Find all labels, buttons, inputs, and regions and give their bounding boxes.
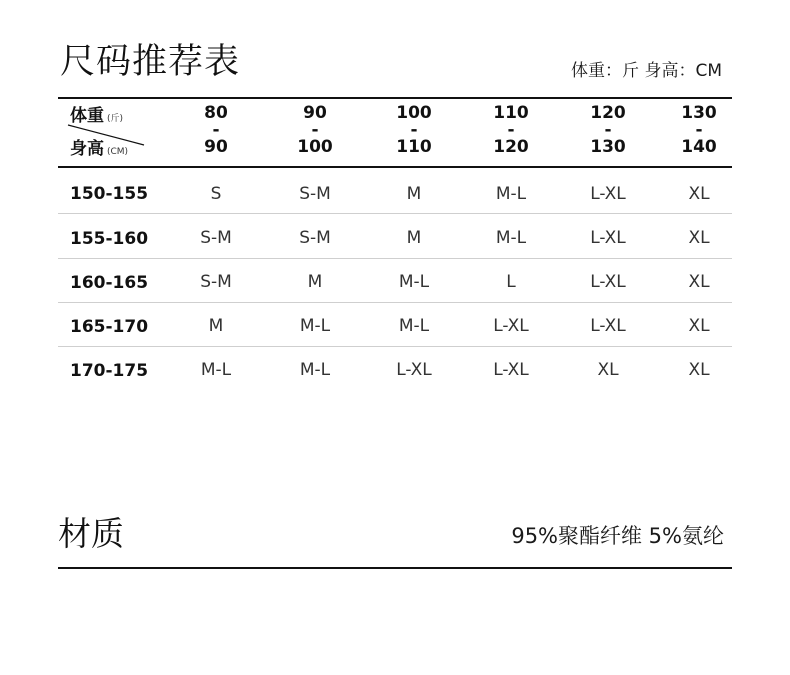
column-dash: - [507,120,515,140]
size-cell: L-XL [493,360,529,380]
column-header-weight-range [384,103,444,157]
units-note: 体重：斤 身高：CM [571,61,722,81]
column-from: 90 [303,103,327,123]
size-cell: S-M [200,272,232,292]
row-height-label: 150-155 [70,184,149,204]
row-height-label: 170-175 [70,361,149,381]
column-to: 120 [493,137,529,157]
column-to: 110 [396,137,432,157]
size-cell: L-XL [396,360,432,380]
height-unit: (CM) [107,147,129,157]
size-cell: M [406,228,422,248]
column-header-weight-range [285,103,345,157]
size-cell: S-M [299,184,331,204]
column-from: 130 [681,103,717,123]
row-divider [58,346,732,347]
size-cell: XL [688,272,710,292]
column-header-weight-range [578,103,638,157]
height-label-text: 身高 [70,139,104,159]
column-dash: - [604,120,612,140]
size-cell: S-M [200,228,232,248]
size-cell: M-L [299,316,331,336]
size-cell: M-L [398,316,430,336]
size-cell: M-L [495,228,527,248]
height-axis-label [70,138,128,163]
size-cell: XL [688,228,710,248]
size-cell: L-XL [590,184,626,204]
column-dash: - [212,120,220,140]
column-to: 90 [204,137,228,157]
row-divider [58,213,732,214]
size-cell: S [210,184,222,204]
table-top-rule [58,97,732,99]
row-height-label: 165-170 [70,317,149,337]
column-to: 130 [590,137,626,157]
size-cell: M [406,184,422,204]
row-divider [58,258,732,259]
row-divider [58,302,732,303]
column-to: 100 [297,137,333,157]
size-cell: M-L [200,360,232,380]
column-header-weight-range [186,103,246,157]
table-header-rule [58,166,732,168]
page-title: 尺码推荐表 [60,42,241,82]
column-dash: - [311,120,319,140]
size-cell: L-XL [590,316,626,336]
table-corner-header [66,101,150,163]
weight-label-text: 体重 [70,106,104,126]
material-composition: 95%聚酯纤维 5%氨纶 [511,524,724,548]
size-cell: XL [688,316,710,336]
weight-unit: (斤) [107,114,124,124]
size-cell: XL [597,360,619,380]
size-cell: XL [688,184,710,204]
material-bottom-rule [58,567,732,569]
size-cell: L-XL [493,316,529,336]
size-cell: L [506,272,516,292]
weight-axis-label [70,105,123,130]
size-cell: XL [688,360,710,380]
size-cell: L-XL [590,272,626,292]
column-dash: - [410,120,418,140]
size-cell: M-L [495,184,527,204]
size-cell: M-L [299,360,331,380]
column-from: 80 [204,103,228,123]
size-cell: L-XL [590,228,626,248]
column-header-weight-range [669,103,729,157]
column-to: 140 [681,137,717,157]
row-height-label: 155-160 [70,229,149,249]
column-from: 110 [493,103,529,123]
size-cell: M [208,316,224,336]
column-from: 120 [590,103,626,123]
material-heading: 材质 [58,514,124,553]
size-cell: M [307,272,323,292]
size-cell: M-L [398,272,430,292]
size-cell: S-M [299,228,331,248]
column-dash: - [695,120,703,140]
column-header-weight-range [481,103,541,157]
row-height-label: 160-165 [70,273,149,293]
column-from: 100 [396,103,432,123]
